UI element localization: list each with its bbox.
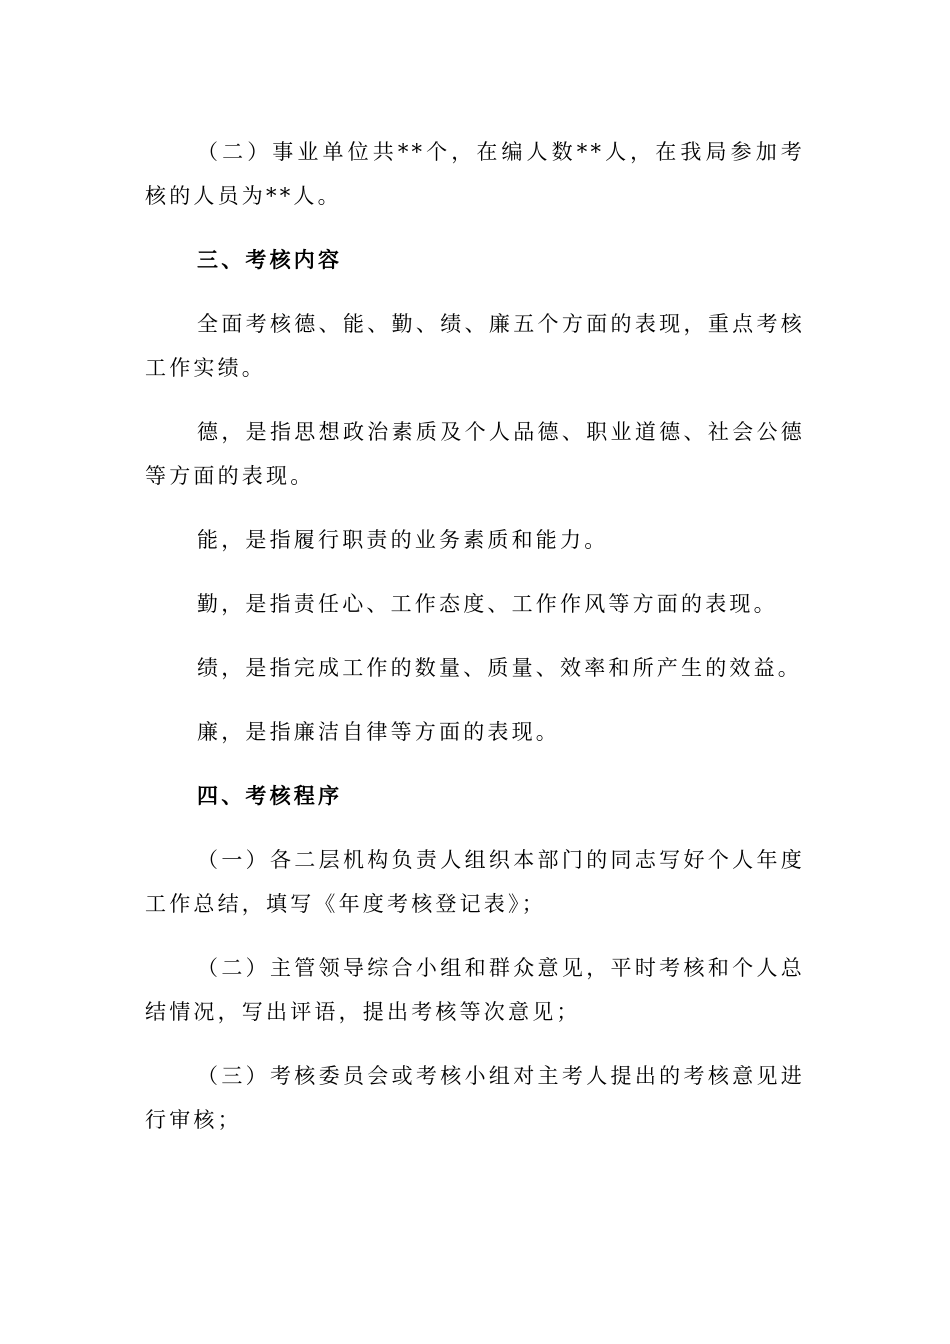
paragraph-neng-definition: 能，是指履行职责的业务素质和能力。 <box>197 528 609 552</box>
paragraph-procedure-step-1: （一）各二层机构负责人组织本部门的同志写好个人年度工作总结，填写《年度考核登记表》； <box>145 848 805 916</box>
paragraph-de-definition: 德，是指思想政治素质及个人品德、职业道德、社会公德等方面的表现。 <box>145 420 805 488</box>
paragraph-lian-definition: 廉，是指廉洁自律等方面的表现。 <box>197 720 560 744</box>
section-heading-assessment-content: 三、考核内容 <box>197 247 343 272</box>
paragraph-institutions-count: （二）事业单位共**个，在编人数**人，在我局参加考核的人员为**人。 <box>145 140 805 208</box>
section-heading-assessment-procedure: 四、考核程序 <box>197 783 343 808</box>
paragraph-procedure-step-2: （二）主管领导综合小组和群众意见，平时考核和个人总结情况，写出评语，提出考核等次意见； <box>145 956 805 1024</box>
paragraph-procedure-step-3: （三）考核委员会或考核小组对主考人提出的考核意见进行审核； <box>145 1064 805 1132</box>
paragraph-ji-definition: 绩，是指完成工作的数量、质量、效率和所产生的效益。 <box>197 656 802 680</box>
paragraph-assessment-overview: 全面考核德、能、勤、绩、廉五个方面的表现，重点考核工作实绩。 <box>145 312 805 380</box>
document-body <box>145 130 805 1162</box>
paragraph-qin-definition: 勤，是指责任心、工作态度、工作作风等方面的表现。 <box>197 592 778 616</box>
